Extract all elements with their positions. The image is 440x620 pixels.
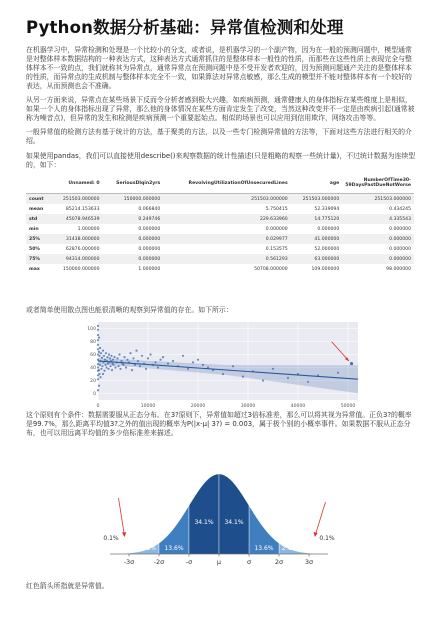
describe-cell: 45078.946539 [65, 216, 100, 222]
x-axis-label: 3σ [304, 558, 314, 566]
describe-cell: 14.775120 [314, 216, 340, 222]
scatter-point [149, 353, 151, 355]
scatter-point [192, 361, 194, 363]
describe-row-label: max [29, 266, 40, 272]
x-tick-label: 20000 [190, 404, 206, 409]
x-axis-label: -3σ [123, 558, 135, 566]
y-tick-label: 60 [90, 353, 96, 359]
scatter-point [105, 366, 107, 368]
scatter-point [132, 357, 134, 359]
scatter-point [99, 376, 101, 378]
scatter-point [98, 373, 100, 375]
scatter-point [147, 357, 149, 359]
paragraph-scatter-intro: 或者简单使用散点图也能很清晰的观察到异常值的存在。如下所示： [26, 306, 233, 314]
scatter-point [129, 352, 131, 354]
scatter-point [197, 359, 199, 361]
scatter-point [97, 325, 99, 327]
scatter-point [337, 372, 339, 374]
scatter-point [117, 365, 119, 367]
band-percentage-label: 13.6% [254, 545, 274, 552]
band-percentage-label: 2.1% [140, 545, 157, 552]
scatter-point [97, 329, 99, 331]
paragraph-outlier-note: 红色箭头所指就是异常值。 [26, 582, 109, 590]
right-outlier-arrow [315, 502, 326, 536]
table-row [26, 194, 414, 205]
describe-cell: 0.066840 [138, 206, 161, 212]
scatter-point [145, 368, 147, 370]
x-axis-label: μ [216, 558, 222, 566]
describe-cell: 50708.000000 [254, 266, 288, 272]
describe-cell: 0.000000 [138, 246, 161, 252]
describe-cell: 0.249746 [138, 216, 161, 222]
scatter-point [167, 363, 169, 365]
describe-cell: 109.000000 [311, 266, 340, 272]
describe-cell: 150000.000000 [123, 196, 161, 202]
scatter-point [97, 389, 99, 391]
table-row [26, 204, 414, 214]
scatter-point [119, 368, 121, 370]
y-tick-label: 100 [87, 327, 96, 333]
scatter-point [97, 378, 99, 380]
x-axis-label: 2σ [274, 558, 284, 566]
table-row [26, 244, 414, 254]
describe-cell: 52.000000 [314, 246, 340, 252]
x-tick-label: 30000 [240, 404, 256, 409]
scatter-point [103, 355, 105, 357]
scatter-point [98, 337, 100, 339]
describe-cell: 0.000000 [317, 226, 340, 232]
scatter-point [105, 352, 107, 354]
normal-distribution-chart [103, 458, 335, 570]
scatter-point [287, 377, 289, 379]
scatter-point [272, 368, 274, 370]
table-row [26, 234, 414, 244]
describe-cell: 229.633960 [259, 216, 288, 222]
scatter-point [118, 353, 120, 355]
band-0-1-sigma [189, 474, 219, 554]
scatter-point [109, 365, 111, 367]
scatter-point [159, 359, 161, 361]
scatter-point [102, 373, 104, 375]
x-axis-label: σ [246, 558, 252, 566]
table-row [26, 254, 414, 264]
scatter-point [97, 348, 99, 350]
scatter-point [141, 355, 143, 357]
describe-table-body [26, 194, 414, 275]
describe-cell: 85214.153633 [65, 206, 100, 212]
scatter-point [187, 368, 189, 370]
scatter-point [162, 356, 164, 358]
scatter-point [114, 366, 116, 368]
describe-cell: 0.000000 [138, 256, 161, 262]
describe-cell: 0.000000 [138, 226, 161, 232]
describe-cell: 63.000000 [314, 256, 340, 262]
x-tick-label: 10000 [140, 404, 156, 409]
describe-cell: 0.434245 [389, 206, 411, 212]
scatter-point [100, 352, 102, 354]
scatter-point [103, 370, 105, 372]
scatter-point [98, 369, 100, 371]
scatter-point [131, 369, 133, 371]
y-tick-label: 0 [93, 392, 96, 398]
x-tick-label: 0 [96, 404, 100, 409]
describe-cell: 62876.000000 [65, 246, 100, 252]
describe-table-header [26, 173, 414, 194]
describe-cell: 98.000000 [386, 266, 411, 272]
scatter-point [112, 364, 114, 366]
y-tick-label: 40 [90, 366, 96, 372]
scatter-point [104, 359, 106, 361]
scatter-point [97, 366, 99, 368]
describe-cell: 31438.000000 [65, 236, 100, 242]
left-outlier-arrow [119, 498, 125, 536]
describe-cell: 1.000000 [138, 266, 161, 272]
scatter-point [110, 355, 112, 357]
describe-column-header: RevolvingUtilizationOfUnsecuredLines [163, 173, 290, 194]
scatter-point [109, 357, 111, 359]
describe-row-label: 25% [29, 236, 40, 242]
describe-cell: 251503.000000 [251, 196, 288, 202]
scatter-point [202, 364, 204, 366]
describe-row-label: 50% [29, 246, 40, 252]
describe-column-header [26, 173, 51, 194]
band-0-1-sigma [219, 474, 249, 554]
paragraph-applications: 从另一方面来说，异常点在某些场景下反而令分析者感到极大兴趣，如疾病预测，通常健康人的身体指标在某些维度上是相似，如果一个人的身体指标出现了异常，那么他的身体情况在某些方面肯定发生了改变，当然这种改变并不一定是由疾病引起(通常被称为噪音点)，但异常的发生和检测是疾病预测一个重要起始点。相似的场景也可以应用到信用欺诈，网络攻击等等。 [26, 96, 415, 122]
scatter-plot [82, 318, 364, 410]
describe-table-figure [26, 173, 414, 297]
scatter-point [116, 357, 118, 359]
scatter-point [98, 351, 100, 353]
paragraph-pandas-describe: 如果使用pandas，我们可以直接使用describe()来观察数据的统计性描述(只是粗略的观察一些统计量)，不过统计数据为连续型的，如下： [26, 152, 416, 169]
describe-cell: 94314.000000 [65, 256, 100, 262]
describe-cell: 41.000000 [314, 236, 340, 242]
describe-cell: 0.000000 [389, 256, 411, 262]
describe-column-header: NumberOfTime30-59DaysPastDueNotWorse [342, 173, 414, 194]
x-tick-label: 50000 [340, 404, 356, 409]
scatter-point [182, 355, 184, 357]
describe-cell: 0.000000 [265, 226, 288, 232]
scatter-point [262, 379, 264, 381]
describe-column-header: SeriousDlqin2yrs [103, 173, 164, 194]
describe-cell: 52.339094 [314, 206, 340, 212]
describe-cell: 0.561293 [265, 256, 288, 262]
outlier-point [350, 362, 353, 365]
scatter-point [120, 360, 122, 362]
scatter-point [97, 359, 99, 361]
scatter-point [135, 350, 137, 352]
scatter-point [99, 364, 101, 366]
right-outlier-arrow-head [314, 532, 318, 537]
describe-column-header: age [291, 173, 343, 194]
describe-row-label: mean [29, 206, 44, 212]
scatter-point [242, 376, 244, 378]
scatter-point [97, 339, 99, 341]
scatter-point [125, 366, 127, 368]
scatter-point [112, 359, 114, 361]
band-percentage-label: 0.1% [319, 535, 335, 542]
band-percentage-label: 0.1% [103, 535, 119, 542]
scatter-point [97, 334, 99, 336]
describe-cell: 0.000000 [138, 236, 161, 242]
scatter-point [101, 365, 103, 367]
describe-table [26, 173, 414, 274]
scatter-point [97, 363, 99, 365]
scatter-point [97, 344, 99, 346]
describe-cell: 251503.000000 [62, 196, 100, 202]
describe-cell: 0.153575 [265, 246, 288, 252]
scatter-point [154, 361, 156, 363]
scatter-point [222, 373, 224, 375]
scatter-point [107, 368, 109, 370]
scatter-point [98, 385, 100, 387]
scatter-point [113, 356, 115, 358]
scatter-point [111, 369, 113, 371]
band-percentage-label: 34.1% [224, 519, 244, 526]
left-outlier-arrow-head [122, 532, 126, 537]
scatter-point [102, 350, 104, 352]
scatter-point [139, 365, 141, 367]
scatter-point [98, 355, 100, 357]
describe-row-label: min [29, 226, 39, 232]
describe-cell: 150000.000000 [62, 266, 100, 272]
describe-cell: 0.000000 [389, 236, 411, 242]
y-tick-label: 80 [90, 340, 96, 346]
describe-row-label: count [29, 196, 44, 202]
scatter-point [104, 364, 106, 366]
scatter-point [232, 365, 234, 367]
scatter-point [137, 360, 139, 362]
x-tick-label: 40000 [290, 404, 306, 409]
scatter-point [126, 359, 128, 361]
table-row [26, 224, 414, 234]
scatter-point [307, 381, 309, 383]
scatter-point [101, 357, 103, 359]
scatter-point [157, 366, 159, 368]
scatter-point [100, 368, 102, 370]
describe-column-header: Unnamed: 0 [51, 173, 103, 194]
describe-row-label: 75% [29, 256, 40, 262]
band-percentage-label: 2.1% [281, 545, 298, 552]
scatter-point [106, 356, 108, 358]
scatter-point [123, 356, 125, 358]
paragraph-intro: 在机器学习中，异常检测和处理是一个比较小的分支，或者说，是机器学习的一个副产物，因为在一般的预测问题中，模型通常是对整体样本数据结构的一种表达方式，这种表达方式通常抓住的是整体样本一般性的性质，而那些在这些性质上表现完全与整体样本不一致的点，我们就称其为异常点，通常异常点在预测问题中是不受开发者欢迎的，因为预测问题通产关注的是整体样本的性质，而异常点的生成机制与整体样本完全不一致，如果算法对异常点敏感，那么生成的模型并不能对整体样本有一个较好的表达，从而预测也会不准确。 [26, 46, 412, 90]
y-tick-label: 20 [90, 379, 96, 385]
scatter-point [99, 347, 101, 349]
describe-cell: 5.750415 [265, 206, 288, 212]
scatter-point [122, 364, 124, 366]
scatter-point [108, 353, 110, 355]
page-title: Python数据分析基础：异常值检测和处理 [26, 18, 344, 37]
x-axis-label: -σ [185, 558, 193, 566]
paragraph-3-sigma-rule: 这个原则有个条件：数据需要服从正态分布。在3?原则下，异常值如超过3倍标准差，那么可以将其视为异常值。正负3?的概率是99.7%，那么距离平均值3?之外的值出现的概率为P(|x-μ| 3?) = 0.003，属于极个别的小概率事件。如果数据不服从正态分布，也可以用远离平均值的多少倍标准差来描述。 [26, 411, 412, 437]
band-percentage-label: 34.1% [194, 519, 214, 526]
describe-cell: 4.335543 [389, 216, 411, 222]
describe-cell: 0.029977 [265, 236, 288, 242]
describe-cell: 0.000000 [389, 226, 411, 232]
describe-cell: 251503.000000 [374, 196, 411, 202]
band-percentage-label: 13.6% [164, 545, 184, 552]
paragraph-methods: 一般异常值的检测方法有基于统计的方法，基于聚类的方法，以及一些专门检测异常值的方法等，下面对这些方法进行相关的介绍。 [26, 128, 412, 145]
x-axis-label: -2σ [153, 558, 165, 566]
table-row [26, 264, 414, 274]
describe-cell: 0.000000 [389, 246, 411, 252]
table-row [26, 214, 414, 224]
scatter-point [172, 360, 174, 362]
describe-row-label: std [29, 216, 38, 222]
describe-cell: 251503.000000 [302, 196, 340, 202]
describe-cell: 1.000000 [77, 226, 100, 232]
